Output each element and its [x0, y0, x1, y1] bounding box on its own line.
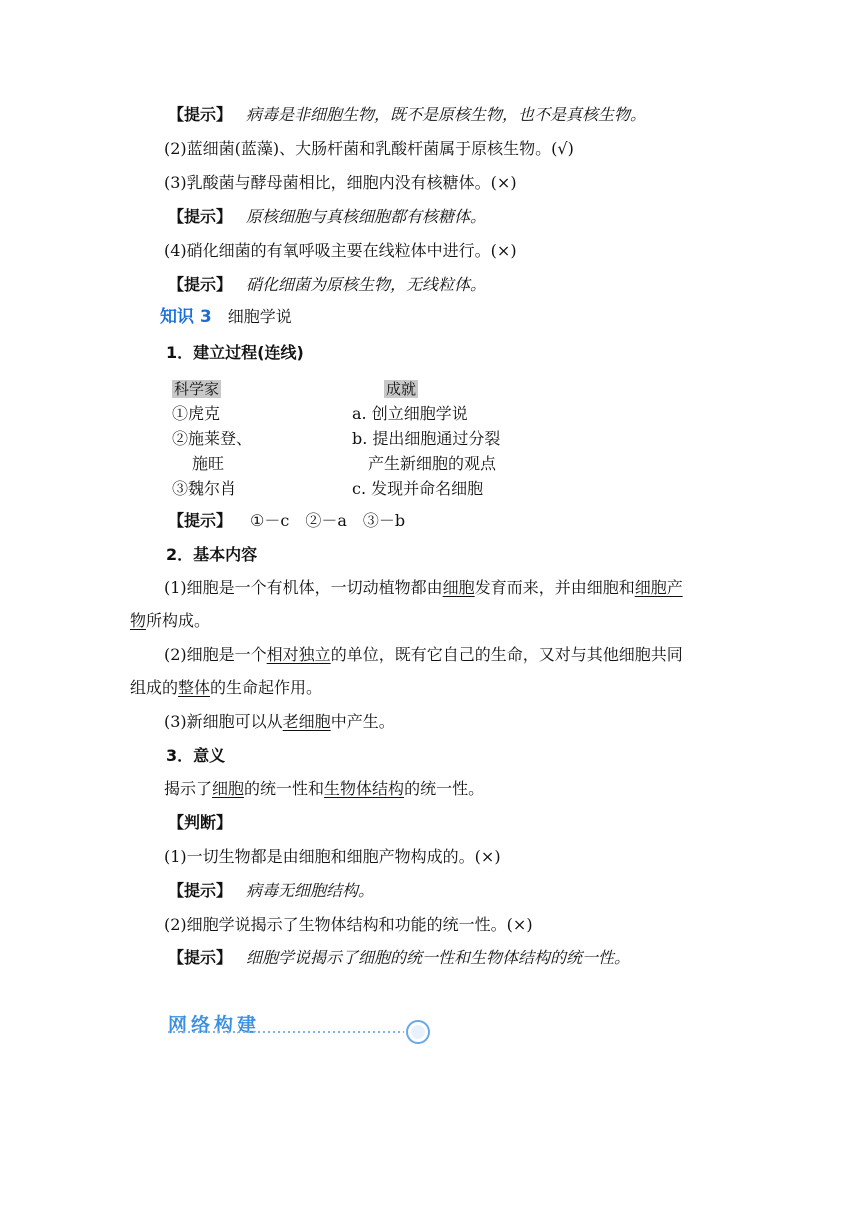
statement: (3)乳酸菌与酵母菌相比，细胞内没有核糖体。(×)	[164, 173, 517, 192]
paragraph: 揭示了细胞的统一性和生物体结构的统一性。	[164, 779, 485, 798]
tip-label: 【提示】	[168, 881, 233, 900]
tip-text: 病毒是非细胞生物，既不是原核生物，也不是真核生物。	[246, 105, 647, 124]
knowledge-number: 知识 3	[160, 307, 212, 327]
subsection-title: 1．建立过程(连线)	[166, 343, 304, 362]
tip-row	[168, 274, 486, 296]
paragraph-cont: 组成的整体的生命起作用。	[130, 678, 323, 697]
tip-row	[168, 510, 405, 532]
table-left: 施旺	[192, 454, 225, 473]
tip-label: 【提示】	[168, 511, 233, 530]
paragraph: (1)细胞是一个有机体，一切动植物都由细胞发育而来，并由细胞和细胞产	[164, 578, 683, 597]
paragraph-cont: 物所构成。	[130, 611, 211, 630]
banner-decoration	[168, 1010, 438, 1046]
table-right: b. 提出细胞通过分裂	[352, 429, 501, 448]
network-banner	[168, 1010, 438, 1046]
subsection-title: 2．基本内容	[166, 545, 258, 564]
match-answer: ①－c ②－a ③－b	[250, 511, 406, 530]
tip-label: 【提示】	[168, 207, 233, 226]
statement: (2)蓝细菌(蓝藻)、大肠杆菌和乳酸杆菌属于原核生物。(√)	[164, 139, 574, 158]
table-right: a. 创立细胞学说	[352, 404, 468, 423]
tip-text: 硝化细菌为原核生物，无线粒体。	[246, 275, 487, 294]
subsection-title: 3．意义	[166, 746, 226, 765]
tip-row	[168, 880, 374, 902]
statement: (4)硝化细菌的有氧呼吸主要在线粒体中进行。(×)	[164, 241, 517, 260]
table-right: 产生新细胞的观点	[368, 454, 497, 473]
tip-label: 【提示】	[168, 948, 233, 967]
table-left: ①虎克	[172, 404, 221, 423]
table-header-scientist: 科学家	[174, 380, 220, 398]
tip-label: 【提示】	[168, 275, 233, 294]
table-left: ②施莱登、	[172, 429, 253, 448]
banner-title: 网络构建	[168, 1014, 261, 1036]
tip-row	[168, 206, 486, 228]
tip-label: 【提示】	[168, 105, 233, 124]
tip-text: 原核细胞与真核细胞都有核糖体。	[246, 207, 487, 226]
judge-label: 【判断】	[168, 813, 233, 832]
table-left: ③魏尔肖	[172, 479, 237, 498]
tip-text: 病毒无细胞结构。	[246, 881, 375, 900]
tip-row	[168, 104, 646, 126]
knowledge-title: 细胞学说	[227, 307, 292, 326]
paragraph: (3)新细胞可以从老细胞中产生。	[164, 712, 395, 731]
paragraph: (2)细胞是一个相对独立的单位，既有它自己的生命，又对与其他细胞共同	[164, 645, 683, 664]
table-right: c. 发现并命名细胞	[352, 479, 484, 498]
section-heading	[160, 306, 292, 328]
tip-text: 细胞学说揭示了细胞的统一性和生物体结构的统一性。	[246, 948, 631, 967]
statement: (2)细胞学说揭示了生物体结构和功能的统一性。(×)	[164, 915, 533, 934]
tip-row	[168, 947, 630, 969]
statement: (1)一切生物都是由细胞和细胞产物构成的。(×)	[164, 847, 501, 866]
table-header-achievement: 成就	[386, 380, 417, 398]
